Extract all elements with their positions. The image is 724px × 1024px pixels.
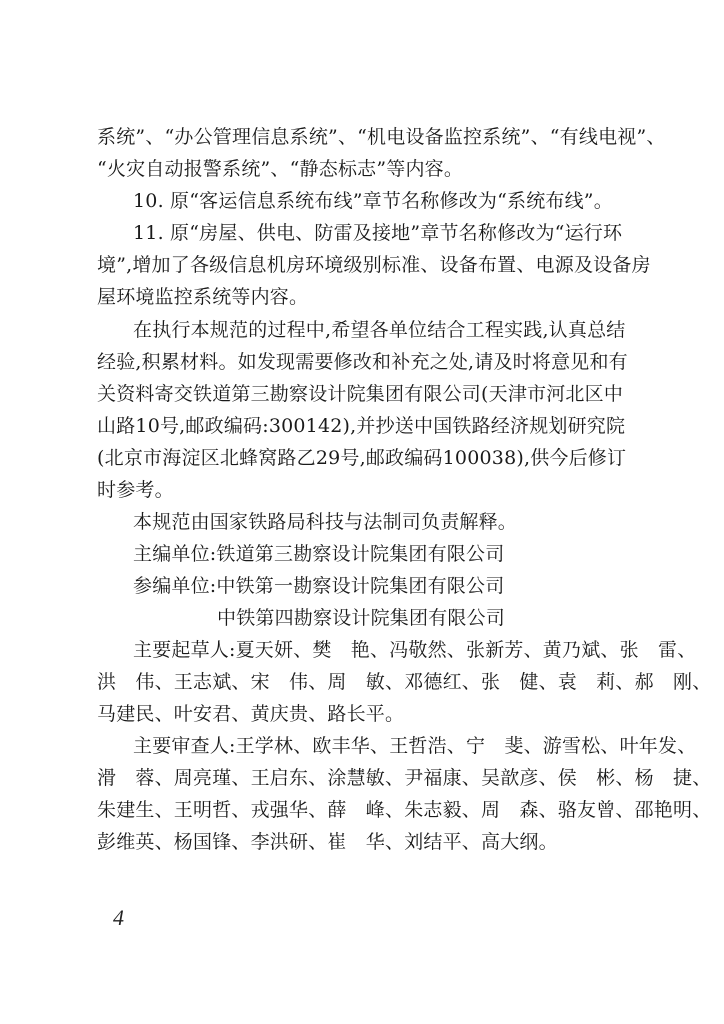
text-line: 10. 原“客运信息系统布线”章节名称修改为“系统布线”。 [133,190,613,212]
page-number: 4 [113,905,125,930]
text-line: 彭维英、杨国锋、李洪研、崔 华、刘结平、高大纲。 [97,831,558,853]
text-line: 在执行本规范的过程中,希望各单位结合工程实践,认真总结 [133,319,626,341]
text-line: 时参考。 [97,479,174,501]
text-line: 主要审查人:王学林、欧丰华、王哲浩、宁 斐、游雪松、叶年发、 [133,735,697,757]
text-line: 本规范由国家铁路局科技与法制司负责解释。 [133,511,518,533]
text-line: 经验,积累材料。如发现需要修改和补充之处,请及时将意见和有 [97,351,628,373]
text-line: “火灾自动报警系统”、“静态标志”等内容。 [97,158,464,180]
text-line: 山路10号,邮政编码:300142),并抄送中国铁路经济规划研究院 [97,415,626,437]
text-line: 朱建生、王明哲、戎强华、薛 峰、朱志毅、周 森、骆友曾、邵艳明、 [97,799,712,821]
text-line: 屋环境监控系统等内容。 [97,286,309,308]
text-line: 系统”、“办公管理信息系统”、“机电设备监控系统”、“有线电视”、 [97,126,666,148]
text-line: 主编单位:铁道第三勘察设计院集团有限公司 [133,543,505,565]
text-line: 滑 蓉、周亮瑾、王启东、涂慧敏、尹福康、吴歆彦、侯 彬、杨 捷、 [97,767,712,789]
text-line: 中铁第四勘察设计院集团有限公司 [217,607,506,629]
text-line: 境”,增加了各级信息机房环境级别标准、设备布置、电源及设备房 [97,254,651,276]
text-line: (北京市海淀区北蜂窝路乙29号,邮政编码100038),供今后修订 [97,447,627,469]
text-line: 主要起草人:夏天妍、樊 艳、冯敬然、张新芳、黄乃斌、张 雷、 [133,639,697,661]
text-line: 11. 原“房屋、供电、防雷及接地”章节名称修改为“运行环 [133,222,623,244]
text-line: 马建民、叶安君、黄庆贵、路长平。 [97,703,405,725]
text-line: 洪 伟、王志斌、宋 伟、周 敏、邓德红、张 健、袁 莉、郝 刚、 [97,671,712,693]
text-line: 参编单位:中铁第一勘察设计院集团有限公司 [133,575,505,597]
text-line: 关资料寄交铁道第三勘察设计院集团有限公司(天津市河北区中 [97,383,624,405]
